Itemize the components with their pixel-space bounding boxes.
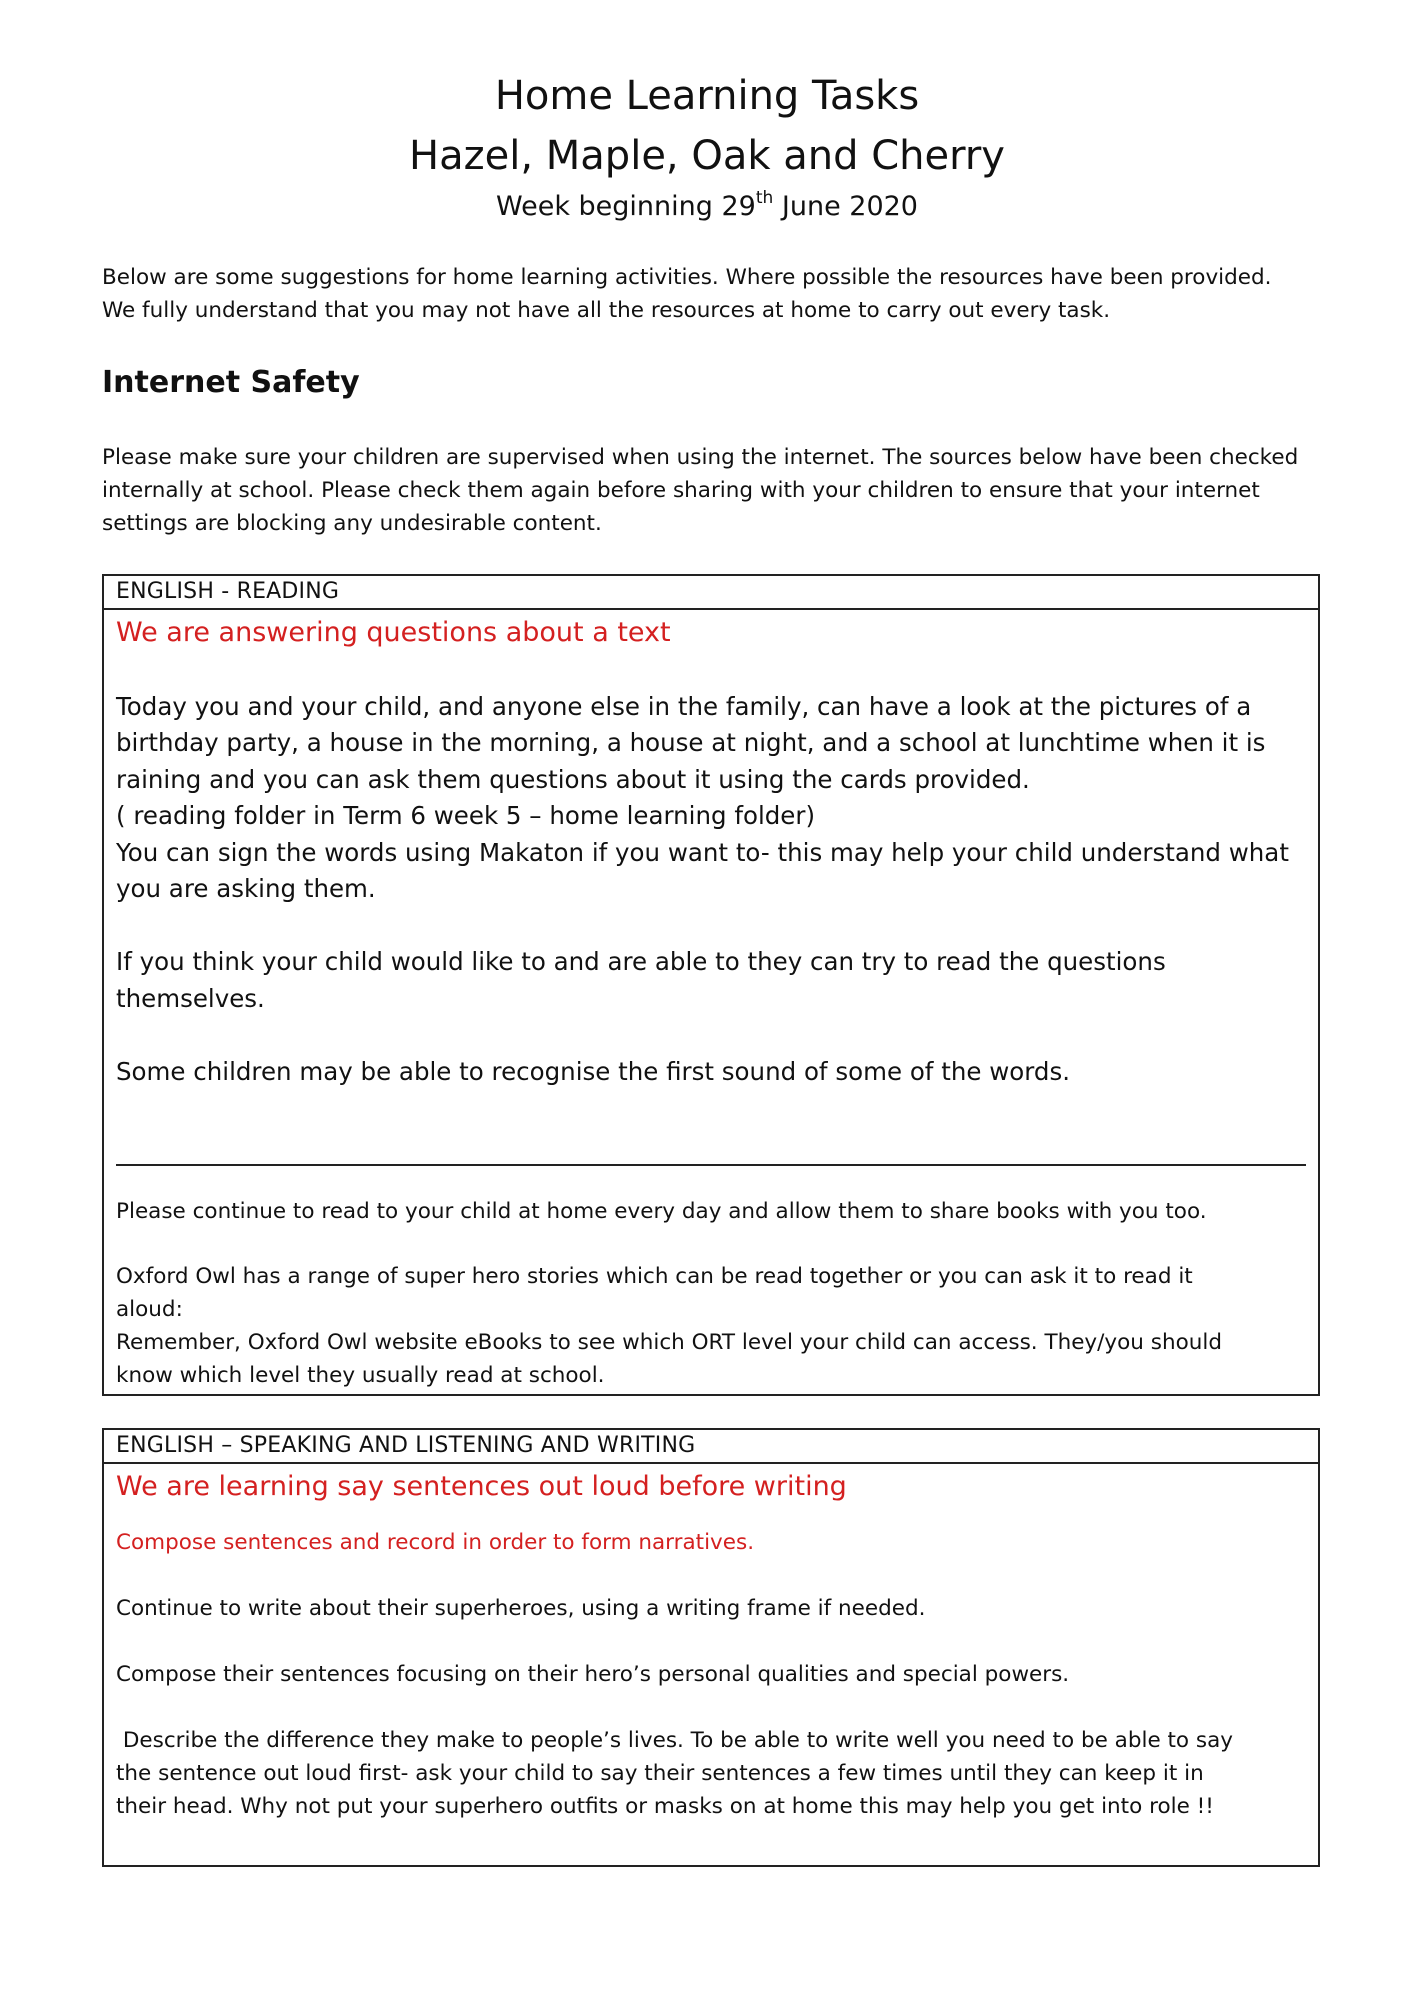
oxford-owl-paragraph xyxy=(116,1260,1306,1392)
reading-objective: We are answering questions about a text xyxy=(116,617,671,648)
intro-paragraph xyxy=(102,261,1332,327)
text-line: If you think your child would like to and are able to they can try to read the questions xyxy=(116,947,1166,976)
week-suffix: June 2020 xyxy=(773,191,918,222)
reading-task-box xyxy=(102,574,1320,1396)
text-line: Remember, Oxford Owl website eBooks to see which ORT level your child can access. They/you should xyxy=(116,1330,1222,1355)
safety-line: settings are blocking any undesirable content. xyxy=(102,511,602,536)
text-line: know which level they usually read at school. xyxy=(116,1363,605,1388)
writing-continue-text: Continue to write about their superheroes, using a writing frame if needed. xyxy=(116,1596,926,1621)
text-line: the sentence out loud first- ask your child to say their sentences a few times until they can keep it in xyxy=(116,1761,1204,1786)
reading-box-header: ENGLISH - READING xyxy=(104,576,1318,610)
writing-task-box xyxy=(102,1428,1320,1867)
text-line: Oxford Owl has a range of super hero stories which can be read together or you can ask it to read it xyxy=(116,1264,1193,1289)
text-line: ( reading folder in Term 6 week 5 – home learning folder) xyxy=(116,801,816,830)
internet-safety-heading: Internet Safety xyxy=(102,365,360,400)
writing-box-header: ENGLISH – SPEAKING AND LISTENING AND WRITING xyxy=(104,1430,1318,1464)
text-line: You can sign the words using Makaton if you want to- this may help your child understand what xyxy=(116,837,1289,867)
intro-line: We fully understand that you may not have all the resources at home to carry out every task. xyxy=(102,298,1111,323)
text-line: raining and you can ask them questions about it using the cards provided. xyxy=(116,764,1030,794)
text-line: Describe the difference they make to people’s lives. To be able to write well you need to be able to say xyxy=(116,1728,1234,1753)
writing-objective: We are learning say sentences out loud before writing xyxy=(116,1471,847,1502)
internet-safety-paragraph xyxy=(102,441,1342,540)
text-line: their head. Why not put your superhero outfits or masks on at home this may help you get into role !! xyxy=(116,1794,1214,1819)
safety-line: internally at school. Please check them again before sharing with your children to ensure that your internet xyxy=(102,478,1260,503)
compose-red-text: Compose sentences and record in order to form narratives. xyxy=(116,1530,755,1555)
reading-paragraph-2 xyxy=(116,944,1306,1017)
reading-paragraph-1 xyxy=(116,689,1306,908)
writing-describe-paragraph xyxy=(116,1724,1306,1823)
class-names: Hazel, Maple, Oak and Cherry xyxy=(409,133,1005,179)
week-beginning xyxy=(0,188,1414,226)
page-title: Home Learning Tasks xyxy=(494,73,920,119)
writing-box-body xyxy=(104,1464,1318,1823)
text-line: birthday party, a house in the morning, a house at night, and a school at lunchtime when it is xyxy=(116,728,1266,757)
safety-line: Please make sure your children are supervised when using the internet. The sources below have been checked xyxy=(102,445,1299,470)
reading-paragraph-3: Some children may be able to recognise the first sound of some of the words. xyxy=(116,1056,1070,1086)
week-prefix: Week beginning 29 xyxy=(495,191,756,222)
text-line: Today you and your child, and anyone else in the family, can have a look at the pictures of a xyxy=(116,691,1252,721)
text-line: you are asking them. xyxy=(116,874,376,903)
writing-compose-text: Compose their sentences focusing on their hero’s personal qualities and special powers. xyxy=(116,1662,1070,1687)
intro-line: Below are some suggestions for home learning activities. Where possible the resources have been provided. xyxy=(102,265,1272,290)
reading-box-body xyxy=(104,610,1318,1392)
text-line: themselves. xyxy=(116,983,265,1013)
text-line: aloud: xyxy=(116,1297,183,1322)
week-superscript: th xyxy=(755,188,774,208)
reading-continue-text: Please continue to read to your child at home every day and allow them to share books with you too. xyxy=(116,1199,1207,1224)
